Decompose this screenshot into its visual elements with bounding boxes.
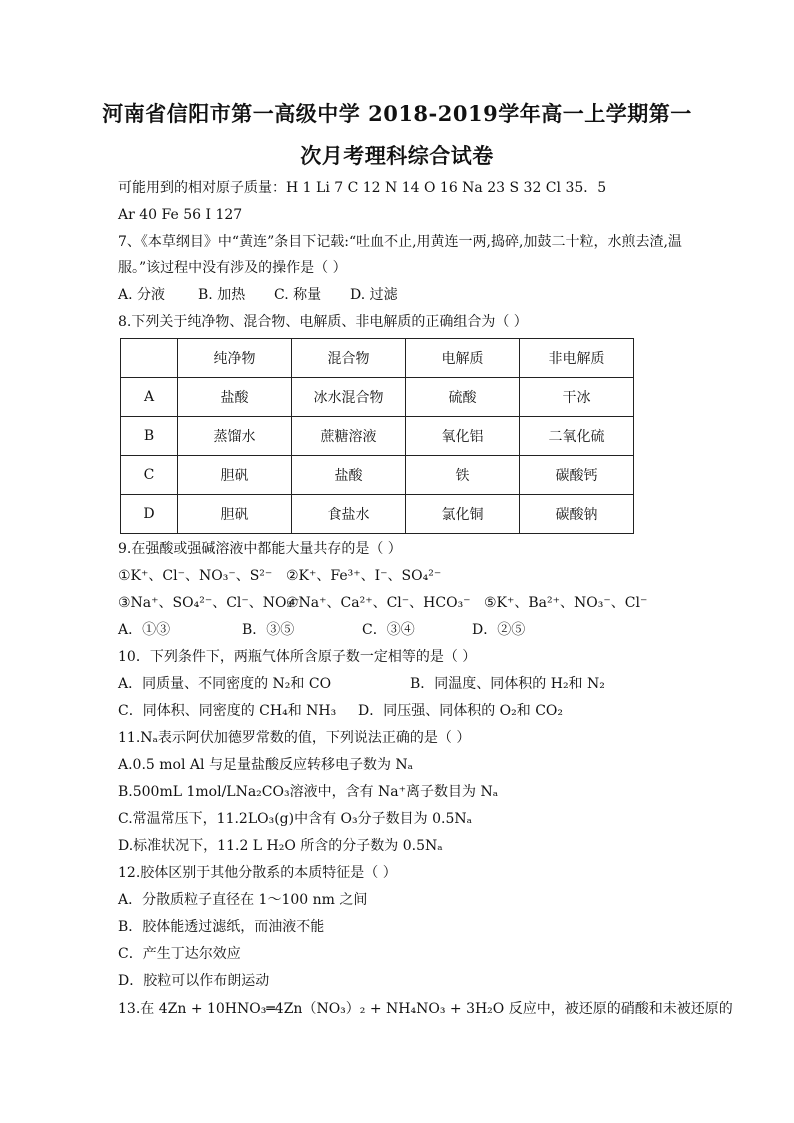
table-cell: 氧化铝: [406, 417, 520, 456]
q9-option-d: D．②⑤: [472, 622, 526, 638]
q10-option-d: D．同压强、同体积的 O₂和 CO₂: [358, 703, 564, 719]
table-cell: 胆矾: [178, 456, 292, 495]
table-cell: B: [121, 417, 178, 456]
q9-option-c: C．③④: [362, 622, 415, 638]
q9-group-5: ⑤K⁺、Ba²⁺、NO₃⁻、Cl⁻: [484, 595, 648, 611]
q9-group-1: ①K⁺、Cl⁻、NO₃⁻、S²⁻: [118, 568, 273, 584]
q10-option-b: B．同温度、同体积的 H₂和 N₂: [410, 676, 605, 692]
q13-stem: 13.在 4Zn + 10HNO₃═4Zn（NO₃）₂ + NH₄NO₃ + 3H₂O 反应中，被还原的硝酸和未被还原的: [118, 1001, 733, 1017]
q12-option-a: A．分散质粒子直径在 1～100 nm 之间: [118, 892, 368, 908]
table-cell: 食盐水: [292, 495, 406, 534]
table-cell: 二氧化硫: [520, 417, 634, 456]
table-cell: 蔗糖溶液: [292, 417, 406, 456]
exam-title-line-2: 次月考理科综合试卷: [300, 143, 494, 168]
q7-option-c: C. 称量: [274, 287, 322, 303]
q11-stem: 11.Nₐ表示阿伏加德罗常数的值，下列说法正确的是（ ）: [118, 730, 471, 746]
table-cell: 盐酸: [292, 456, 406, 495]
q7-stem-line-1: 7、《本草纲目》中“黄连”条目下记载:“吐血不止,用黄连一两,捣碎,加鼓二十粒，水煎去渣,温: [118, 234, 682, 250]
table-cell: D: [121, 495, 178, 534]
q12-option-b: B．胶体能透过滤纸，而油液不能: [118, 919, 325, 935]
exam-title-line-1: 河南省信阳市第一高级中学 2018-2019学年高一上学期第一: [102, 101, 692, 126]
table-row: [121, 378, 634, 417]
table-cell: 蒸馏水: [178, 417, 292, 456]
q8-table: [120, 338, 634, 534]
q7-option-a: A. 分液: [118, 287, 166, 303]
table-header-cell: 混合物: [292, 339, 406, 378]
q9-groups-line-2: [118, 593, 647, 613]
table-cell: 碳酸钙: [520, 456, 634, 495]
q10-option-c: C．同体积、同密度的 CH₄和 NH₃: [118, 703, 337, 719]
atomic-masses-line-2: Ar 40 Fe 56 I 127: [118, 207, 243, 223]
table-cell: 铁: [406, 456, 520, 495]
table-header-cell: 电解质: [406, 339, 520, 378]
q11-option-b: B.500mL 1mol/LNa₂CO₃溶液中，含有 Na⁺离子数目为 Nₐ: [118, 784, 499, 800]
q9-option-a: A．①③: [118, 622, 171, 638]
q7-option-b: B. 加热: [198, 287, 246, 303]
q7-stem-line-2: 服。”该过程中没有涉及的操作是（ ）: [118, 260, 347, 276]
q10-stem: 10．下列条件下，两瓶气体所含原子数一定相等的是（ ）: [118, 649, 477, 665]
table-header-row: [121, 339, 634, 378]
q12-option-d: D．胶粒可以作布朗运动: [118, 973, 270, 989]
table-cell: 氯化铜: [406, 495, 520, 534]
q12-stem: 12.胶体区别于其他分散系的本质特征是（ ）: [118, 865, 397, 881]
table-cell: 胆矾: [178, 495, 292, 534]
table-header-cell: 非电解质: [520, 339, 634, 378]
q7-option-d: D. 过滤: [350, 287, 398, 303]
table-header-cell: [121, 339, 178, 378]
q10-option-a: A．同质量、不同密度的 N₂和 CO: [118, 676, 332, 692]
table-cell: 冰水混合物: [292, 378, 406, 417]
q9-groups-line-1: [118, 566, 441, 586]
q12-option-c: C．产生丁达尔效应: [118, 946, 241, 962]
table-cell: C: [121, 456, 178, 495]
q11-option-c: C.常温常压下，11.2LO₃(g)中含有 O₃分子数目为 0.5Nₐ: [118, 811, 473, 827]
table-cell: 盐酸: [178, 378, 292, 417]
q8-stem: 8.下列关于纯净物、混合物、电解质、非电解质的正确组合为（ ）: [118, 314, 528, 330]
table-row: [121, 495, 634, 534]
q9-options: [118, 620, 525, 640]
q10-options-line-2: [118, 701, 563, 721]
atomic-masses-line-1: 可能用到的相对原子质量：H 1 Li 7 C 12 N 14 O 16 Na 23 S 32 Cl 35．5: [118, 180, 607, 196]
table-cell: A: [121, 378, 178, 417]
q7-options: [118, 285, 398, 305]
q10-options-line-1: [118, 674, 605, 694]
table-row: [121, 456, 634, 495]
q11-option-d: D.标准状况下，11.2 L H₂O 所含的分子数为 0.5Nₐ: [118, 838, 443, 854]
q9-group-2: ②K⁺、Fe³⁺、I⁻、SO₄²⁻: [286, 568, 442, 584]
table-header-cell: 纯净物: [178, 339, 292, 378]
table-cell: 硫酸: [406, 378, 520, 417]
q9-stem: 9.在强酸或强碱溶液中都能大量共存的是（ ）: [118, 541, 402, 557]
q9-group-4: ④Na⁺、Ca²⁺、Cl⁻、HCO₃⁻: [286, 595, 471, 611]
q9-group-3: ③Na⁺、SO₄²⁻、Cl⁻、NO₃⁻: [118, 595, 300, 611]
q9-option-b: B．③⑤: [242, 622, 295, 638]
q11-option-a: A.0.5 mol Al 与足量盐酸反应转移电子数为 Nₐ: [118, 757, 414, 773]
table-cell: 碳酸钠: [520, 495, 634, 534]
table-cell: 干冰: [520, 378, 634, 417]
table-row: [121, 417, 634, 456]
